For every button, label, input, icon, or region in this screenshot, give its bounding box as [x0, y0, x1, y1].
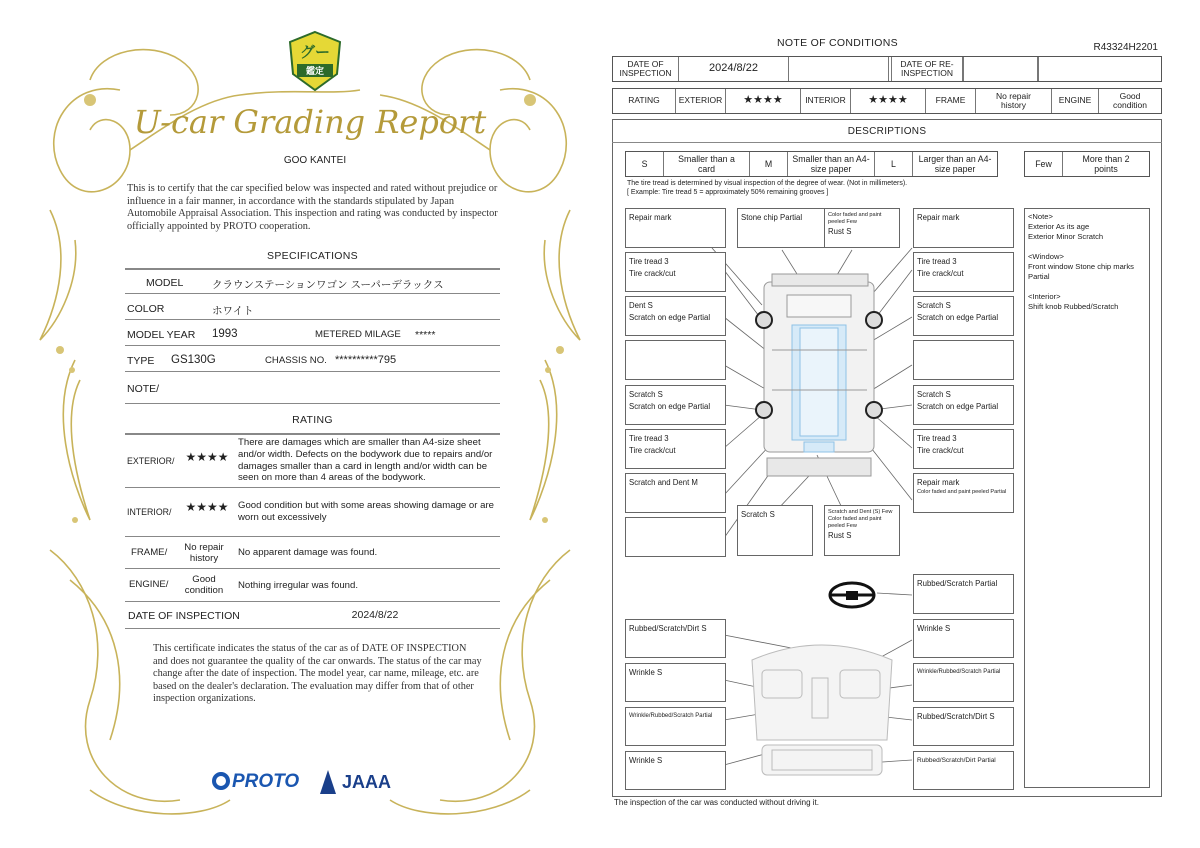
- engine-value: Good condition: [184, 574, 224, 596]
- model-label: MODEL: [146, 277, 184, 289]
- certificate-disclaimer: This certificate indicates the status of the car as of DATE OF INSPECTION and does not guarantee the quality of the car onwards. The status of the car may change after the date of inspection. The model year, car name, mileage, etc. are based on the dealer's declaration. The evaluation may differ from that of other inspection organizations.: [153, 643, 482, 705]
- mileage-value: *****: [415, 329, 436, 341]
- note-line-2: Exterior Minor Scratch: [1028, 232, 1104, 241]
- rating-row-engine: [125, 570, 500, 602]
- damage-box-tire-rr: Tire tread 3 Tire crack/cut: [913, 429, 1014, 469]
- note-of-conditions-title: NOTE OF CONDITIONS: [777, 37, 898, 49]
- type-label: TYPE: [127, 355, 155, 367]
- svg-text:グー: グー: [299, 43, 331, 61]
- interior-box-seat-right: Wrinkle/Rubbed/Scratch Partial: [913, 663, 1014, 702]
- rating-row-frame: [125, 538, 500, 569]
- interior-box-cargo: Rubbed/Scratch/Dirt Partial: [913, 751, 1014, 790]
- damage-box-fender-left: Dent S Scratch on edge Partial: [625, 296, 726, 336]
- note-line-1: Exterior As its age: [1028, 222, 1090, 231]
- report-id: R43324H2201: [1093, 42, 1158, 53]
- damage-box-hood: Color faded and paint peeled Few Rust S: [824, 208, 900, 248]
- steering-wheel-icon: [830, 583, 874, 607]
- frame-label: FRAME/: [131, 547, 168, 558]
- divider: [612, 142, 1162, 143]
- logos: [210, 770, 410, 800]
- model-year-value: 1993: [212, 328, 238, 340]
- inspection-footer-note: The inspection of the car was conducted without driving it.: [614, 798, 819, 807]
- model-year-label: MODEL YEAR: [127, 329, 196, 341]
- rating-row-interior: [125, 489, 500, 537]
- legend-l: L: [875, 152, 913, 176]
- report-title: U-car Grading Report: [133, 103, 487, 141]
- legend-m: M: [750, 152, 788, 176]
- reinspection-blank-2: [1038, 57, 1161, 81]
- exterior-stars: ★★★★: [185, 450, 229, 464]
- damage-box-tire-fr: Tire tread 3 Tire crack/cut: [913, 252, 1014, 292]
- damage-box-door-left: Scratch S Scratch on edge Partial: [625, 385, 726, 425]
- damage-box-door-right: Scratch S Scratch on edge Partial: [913, 385, 1014, 425]
- interior-box-door-trim-left: Wrinkle/Rubbed/Scratch Partial: [625, 707, 726, 746]
- tread-note-line-1: The tire tread is determined by visual inspection of the degree of wear. (Not in millimeters).: [627, 180, 908, 187]
- legend-few-desc: More than 2 points: [1082, 154, 1130, 174]
- window-heading: <Window>: [1028, 252, 1064, 261]
- damage-box-quarter-right: Repair mark Color faded and paint peeled Partial: [913, 473, 1014, 513]
- chassis-label: CHASSIS NO.: [265, 355, 327, 366]
- date-of-inspection-label: DATE OF INSPECTION: [128, 610, 240, 622]
- engine-label: ENGINE: [1052, 89, 1099, 113]
- few-legend: [1024, 151, 1150, 177]
- exterior-stars: ★★★★: [726, 89, 801, 113]
- rating-row-exterior: [125, 434, 500, 488]
- interior-box-dashboard: Rubbed/Scratch/Dirt S: [625, 619, 726, 658]
- legend-few: Few: [1025, 152, 1063, 176]
- damage-box-windshield: Stone chip Partial: [737, 208, 838, 248]
- frame-value: No repair history: [976, 89, 1052, 113]
- legend-s-desc: Smaller than a card: [664, 152, 750, 176]
- interior-box-console: Rubbed/Scratch/Dirt S: [913, 707, 1014, 746]
- rating-label: RATING: [613, 89, 676, 113]
- svg-text:鑑定: 鑑定: [305, 67, 325, 77]
- spec-row-type-chassis: [125, 348, 500, 372]
- interior-box-rear-seat: Wrinkle S: [625, 751, 726, 790]
- tread-note-line-2: [ Example: Tire tread 5 = approximately 50% remaining grooves ]: [627, 189, 829, 196]
- reinspection-blank-1: [963, 57, 1038, 81]
- color-label: COLOR: [127, 303, 165, 315]
- note-heading: <Note>: [1028, 212, 1053, 221]
- damage-box-tailgate: Scratch and Dent (S) Few Color faded and paint peeled Few Rust S: [824, 505, 900, 556]
- damage-box-rear-bumper: Scratch S: [737, 505, 813, 556]
- proto-logo: PROTO: [232, 771, 300, 792]
- tread-note: [627, 179, 987, 197]
- exterior-label: EXTERIOR: [676, 89, 726, 113]
- interior-label: INTERIOR/: [127, 507, 172, 517]
- model-value: クラウンステーションワゴン スーパーデラックス: [212, 279, 444, 291]
- damage-box-empty-right: [913, 340, 1014, 380]
- engine-description: Nothing irregular was found.: [238, 580, 358, 591]
- legend-m-desc: Smaller than an A4-size paper: [788, 152, 875, 176]
- inspection-date-row: [612, 56, 1162, 82]
- interior-line-1: Shift knob Rubbed/Scratch: [1028, 302, 1119, 311]
- date-of-inspection-label: DATE OF INSPECTION: [613, 57, 679, 81]
- car-interior-view: [752, 645, 892, 775]
- interior-label: INTERIOR: [801, 89, 851, 113]
- jaaa-logo-icon: [320, 770, 336, 794]
- date-of-inspection-value: 2024/8/22: [679, 57, 789, 81]
- legend-l-desc: Larger than an A4-size paper: [918, 154, 992, 174]
- interior-description: Good condition but with some areas showing damage or are worn out excessively: [238, 500, 494, 523]
- rating-row-date: [125, 603, 500, 629]
- frame-label: FRAME: [926, 89, 976, 113]
- damage-box-tire-rl: Tire tread 3 Tire crack/cut: [625, 429, 726, 469]
- spec-row-color: [125, 296, 500, 320]
- car-top-view: [764, 274, 874, 476]
- proto-logo-icon: [212, 772, 230, 790]
- type-value: GS130G: [171, 354, 216, 366]
- interior-heading: <Interior>: [1028, 292, 1061, 301]
- damage-box-front-right: Repair mark: [913, 208, 1014, 248]
- interior-box-seat-left: Wrinkle S: [625, 663, 726, 702]
- specifications-heading: SPECIFICATIONS: [267, 250, 358, 262]
- size-legend: [625, 151, 998, 177]
- window-line-1: Front window Stone chip marks Partial: [1028, 262, 1134, 281]
- legend-s: S: [626, 152, 664, 176]
- report-subtitle: GOO KANTEI: [283, 155, 347, 166]
- descriptions-heading: DESCRIPTIONS: [847, 126, 927, 137]
- jaaa-logo: JAAA: [342, 772, 392, 792]
- interior-box-steering: Rubbed/Scratch Partial: [913, 574, 1014, 614]
- date-of-reinspection-label: DATE OF RE-INSPECTION: [891, 57, 963, 81]
- damage-box-quarter-left: Scratch and Dent M: [625, 473, 726, 513]
- interior-stars: ★★★★: [185, 500, 229, 514]
- damage-box-fender-right: Scratch S Scratch on edge Partial: [913, 296, 1014, 336]
- mileage-label: METERED MILAGE: [315, 329, 401, 340]
- damage-box-empty-left: [625, 340, 726, 380]
- spec-row-note: [125, 374, 500, 404]
- frame-value: No repair history: [184, 542, 224, 564]
- rating-heading: RATING: [292, 414, 333, 426]
- spec-row-year-mileage: [125, 322, 500, 346]
- date-blank-1: [789, 57, 889, 81]
- chassis-value: **********795: [335, 354, 397, 366]
- date-of-inspection-value: 2024/8/22: [351, 609, 399, 621]
- spec-row-model: [125, 270, 500, 294]
- damage-box-empty-rear: [625, 517, 726, 557]
- goo-kantei-badge-icon: [287, 30, 343, 92]
- note-label: NOTE/: [127, 383, 160, 395]
- exterior-label: EXTERIOR/: [127, 456, 175, 466]
- damage-box-tire-fl: Tire tread 3 Tire crack/cut: [625, 252, 726, 292]
- interior-box-headliner: Wrinkle S: [913, 619, 1014, 658]
- rating-row: [612, 88, 1162, 114]
- frame-description: No apparent damage was found.: [238, 547, 378, 558]
- certification-intro: This is to certify that the car specified below was inspected and rated without prejudice or influence in a fair manner, in accordance with the standards stipulated by Japan Automobile Appraisal Association. This inspection and rating was conducted by inspector officially appointed by PROTO cooperation.: [127, 183, 498, 232]
- engine-label: ENGINE/: [129, 579, 169, 590]
- interior-stars: ★★★★: [851, 89, 926, 113]
- damage-box-front-left: Repair mark: [625, 208, 726, 248]
- color-value: ホワイト: [212, 305, 254, 317]
- exterior-description: There are damages which are smaller than A4-size sheet and/or width. Defects on the bodywork due to repairs and/or damages smaller than a card in length and/or width can be seen on more than 4 areas of the bodywork.: [238, 437, 493, 484]
- notes-box: [1024, 208, 1150, 788]
- engine-value: Good condition: [1112, 90, 1148, 110]
